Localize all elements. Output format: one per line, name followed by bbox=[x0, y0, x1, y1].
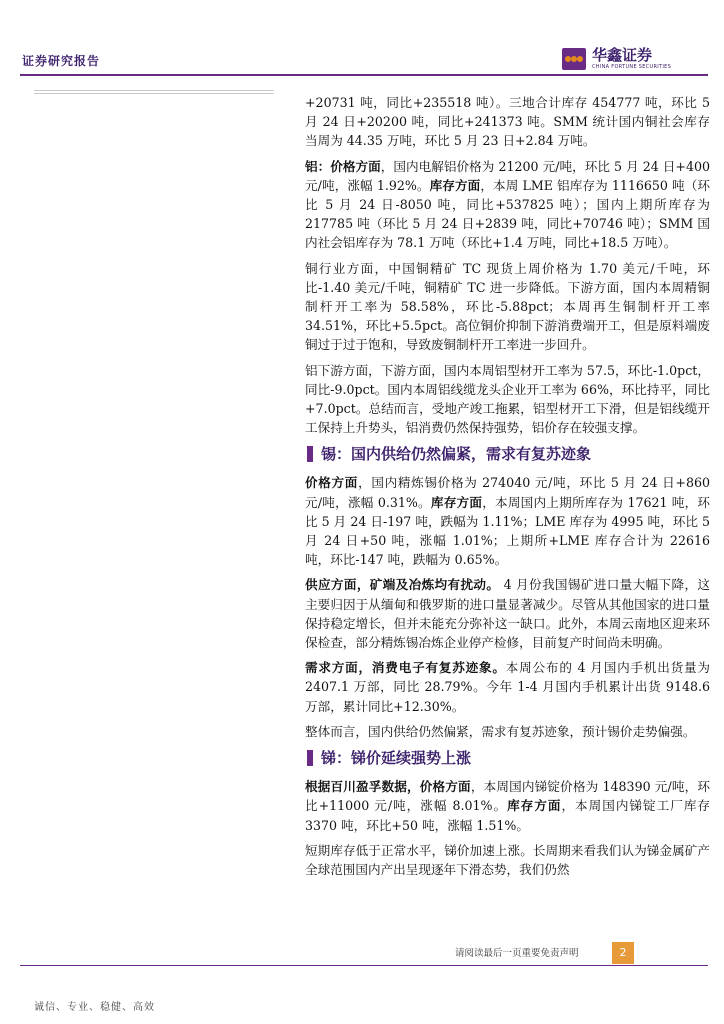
main-content bbox=[305, 93, 710, 885]
antimony-price-text: ，本周国内锑锭价格为 148390 元/吨，环比+11000 元/吨，涨幅 8.01%。 bbox=[305, 779, 711, 814]
logo-mark-icon bbox=[562, 48, 586, 70]
tin-inventory-label: 库存方面 bbox=[430, 494, 483, 510]
logo-text-en: CHINA FORTUNE SECURITIES bbox=[592, 64, 672, 70]
tin-section-heading bbox=[305, 443, 710, 465]
tin-price-label: 价格方面 bbox=[305, 475, 359, 491]
aluminum-downstream-paragraph: 铝下游方面，下游方面，国内本周铝型材开工率为 57.5，环比-1.0pct，同比-9.0pct。国内本周铝线缆龙头企业开工率为 66%，环比持平，同比+7.0pct。总结而言，受地产竣工拖累，铝型材开工下滑，但是铝线缆开工保持上升势头，铝消费仍然保持强势，铝价存在较强支撑。 bbox=[305, 362, 710, 436]
tin-summary-paragraph: 整体而言，国内供给仍然偏紧，需求有复苏迹象，预计锡价走势偏强。 bbox=[305, 723, 696, 739]
report-type-label: 证券研究报告 bbox=[22, 54, 101, 68]
sidebar-divider bbox=[34, 90, 274, 96]
disclaimer-note: 请阅读最后一页重要免责声明 bbox=[455, 948, 579, 959]
tin-supply-paragraph bbox=[305, 575, 710, 652]
copper-inventory-paragraph: +20731 吨，同比+235518 吨）。三地合计库存 454777 吨，环比 5 月 24 日+20200 吨，同比+241373 吨。SMM 统计国内铜社会库存当周为 44.35 万吨，环比 5 月 23 日+2.84 万吨。 bbox=[305, 95, 710, 149]
tin-inventory-text: ，本周国内上期所库存为 17621 吨，环比 5 月 24 日-197 吨，跌幅为 1.11%；LME 库存为 4995 吨，环比 5 月 24 日+50 吨，涨幅 1.01%；上期所+LME 库存合计为 22616 吨，环比-147 吨，跌幅为 0.65%。 bbox=[305, 494, 711, 568]
header-divider bbox=[20, 74, 708, 76]
tin-demand-text: 本周公布的 4 月国内手机出货量为 2407.1 万部，同比 28.79%。今年 1-4 月国内手机累计出货 9148.6 万部，累计同比+12.30%。 bbox=[305, 660, 710, 714]
antimony-heading-text: 锑：锑价延续强势上涨 bbox=[321, 749, 472, 768]
antimony-inventory-text: ，本周国内锑锭工厂库存 3370 吨，环比+50 吨，涨幅 1.51%。 bbox=[305, 798, 711, 833]
aluminum-inventory-label: 库存方面 bbox=[429, 177, 481, 193]
aluminum-price-text: ，国内电解铝价格为 21200 元/吨，环比 5 月 24 日+400 元/吨，涨幅 1.92%。 bbox=[305, 158, 711, 193]
tin-price-text: ，国内精炼锡价格为 274040 元/吨，环比 5 月 24 日+860 元/吨，涨幅 0.31%。 bbox=[305, 475, 711, 510]
page-number: 2 bbox=[612, 942, 634, 964]
footer-divider bbox=[20, 965, 708, 966]
aluminum-paragraph bbox=[305, 157, 710, 253]
tin-supply-label: 供应方面，矿端及冶炼均有扰动。 bbox=[305, 577, 500, 593]
antimony-outlook-paragraph: 短期库存低于正常水平，锑价加速上涨。长周期来看我们认为锑金属矿产全球范围国内产出呈现逐年下滑态势，我们仍然 bbox=[305, 842, 710, 877]
tin-heading-text: 锡：国内供给仍然偏紧，需求有复苏迹象 bbox=[321, 445, 592, 464]
tin-supply-text: 4 月份我国锡矿进口量大幅下降，这主要归因于从缅甸和俄罗斯的进口量显著减少。尽管从其他国家的进口量保持稳定增长，但并未能充分弥补这一缺口。此外，本周云南地区迎来环保检查，部分精炼锡冶炼企业停产检修，目前复产时间尚未明确。 bbox=[305, 577, 710, 651]
tin-demand-paragraph bbox=[305, 658, 710, 716]
antimony-price-paragraph bbox=[305, 777, 710, 835]
heading-bar-icon bbox=[307, 446, 313, 462]
logo-text-cn: 华鑫证券 bbox=[592, 46, 653, 64]
aluminum-inventory-text: ，本周 LME 铝库存为 1116650 吨（环比 5 月 24 日-8050 吨，同比+537825 吨）；国内上期所库存为 217785 吨（环比 5 月 24 日+2839 吨，同比+70746 吨）；SMM 国内社会铝库存为 78.1 万吨（环比+1.4 万吨，同比+18.5 万吨）。 bbox=[305, 177, 710, 251]
tin-price-paragraph bbox=[305, 473, 710, 569]
antimony-section-heading bbox=[305, 747, 710, 769]
company-motto: 诚信、专业、稳健、高效 bbox=[34, 1002, 155, 1013]
antimony-price-label: 根据百川盈孚数据，价格方面 bbox=[305, 779, 471, 795]
antimony-inventory-label: 库存方面 bbox=[507, 798, 562, 814]
copper-industry-paragraph: 铜行业方面，中国铜精矿 TC 现货上周价格为 1.70 美元/千吨，环比-1.40 美元/千吨，铜精矿 TC 进一步降低。下游方面，国内本周精铜制杆开工率为 58.58%，环比-5.88pct；本周再生铜制杆开工率 34.51%，环比+5.5pct。高位铜价抑制下游消费端开工，但是原料端废铜过于过于饱和，导致废铜制杆开工率进一步回升。 bbox=[305, 260, 710, 353]
aluminum-price-label: 铝：价格方面 bbox=[305, 158, 381, 174]
company-logo bbox=[562, 46, 702, 76]
heading-bar-icon bbox=[307, 750, 313, 766]
tin-demand-label: 需求方面，消费电子有复苏迹象。 bbox=[305, 660, 506, 676]
